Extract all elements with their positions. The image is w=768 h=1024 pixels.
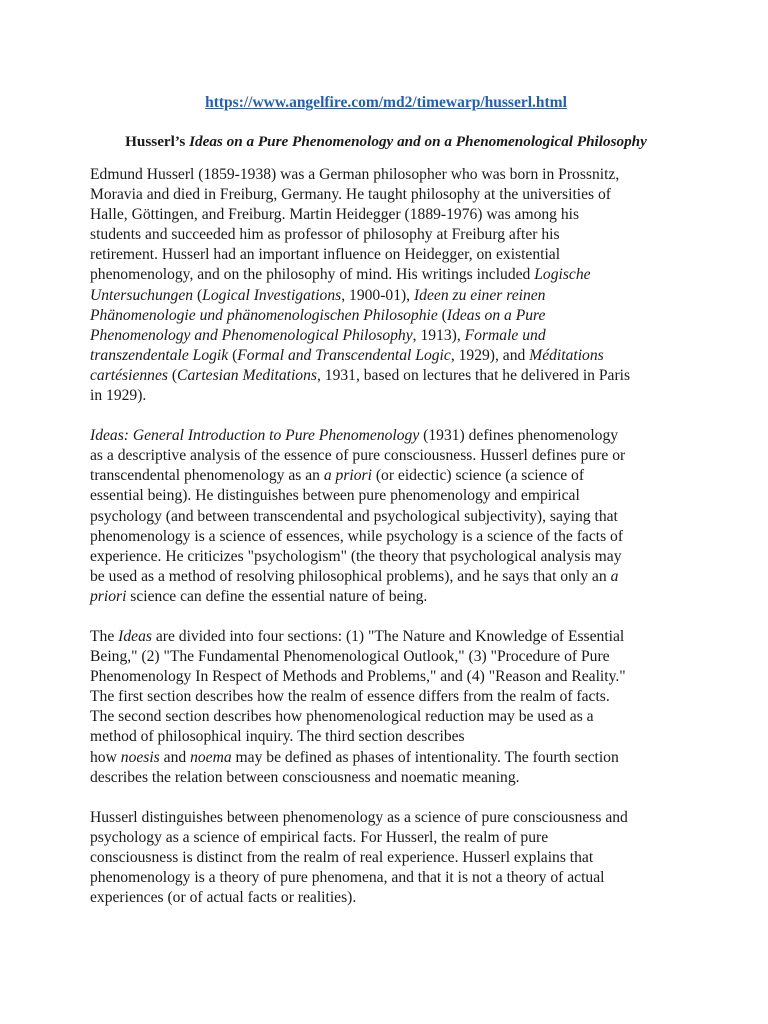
italic-run: Formale und [464,326,546,344]
text-line [90,808,682,828]
text-run: in 1929). [90,387,147,405]
source-url-link[interactable]: https://www.angelfire.com/md2/timewarp/husserl.html [205,94,567,111]
italic-run: a priori [323,467,372,485]
text-run: Moravia and died in Freiburg, Germany. He taught philosophy at the universities of [90,186,611,204]
text-line [90,768,682,788]
text-line [90,185,682,205]
italic-run: Ideas on a Pure [446,306,546,324]
text-run: The [90,627,119,645]
text-run: experiences (or of actual facts or realities). [90,889,357,907]
source-link-line [90,92,682,114]
text-line [90,245,682,265]
text-run: , 1929), and [450,346,530,364]
text-line [90,567,682,587]
text-run: method of philosophical inquiry. The third section describes [90,728,465,746]
text-line [90,426,682,446]
text-run: phenomenology, and on the philosophy of mind. His writings included [90,266,535,284]
text-run: be used as a method of resolving philosophical problems), and he says that only an [90,567,611,585]
italic-run: a [610,567,619,585]
text-run: phenomenology is a theory of pure phenomena, and that it is not a theory of actual [90,869,605,886]
text-run: are divided into four sections: (1) "The Nature and Knowledge of Essential [151,627,625,645]
text-run: psychology (and between transcendental and psychological subjectivity), saying that [90,507,618,525]
italic-run: Ideen zu einer reinen [413,286,546,304]
italic-run: priori [90,587,127,605]
italic-run: Ideas: General Introduction to Pure Phenomenology [90,427,420,445]
title-author: Husserl’s [125,133,190,150]
text-run: , 1931, based on lectures that he delivered in Paris [316,366,631,384]
text-line [90,667,682,687]
text-run: students and succeeded him as professor of philosophy at Freiburg after his [90,226,560,244]
text-line [90,507,682,527]
text-run: psychology as a science of empirical facts. For Husserl, the realm of pure [90,828,549,846]
text-run: how [90,748,121,766]
text-line [90,466,682,486]
text-run: Halle, Göttingen, and Freiburg. Martin Heidegger (1889-1976) was among his [90,206,580,224]
text-line [90,748,682,768]
text-run: science can define the essential nature of being. [126,587,428,605]
text-run: ( [167,366,178,384]
italic-run: transzendentale Logik [90,346,229,364]
text-run: , 1913), [412,326,465,344]
text-line [90,828,682,848]
text-run: The second section describes how phenomenological reduction may be used as a [90,708,594,726]
italic-run: Phenomenology and Phenomenological Philosophy [90,326,413,344]
text-run: , 1900-01), [341,286,414,304]
text-line [90,527,682,547]
text-run: Phenomenology In Respect of Methods and Problems," and (4) "Reason and Reality." [90,668,626,686]
paragraph [90,808,682,908]
text-run: ( [228,346,238,364]
text-line [90,446,682,466]
italic-run: Logical Investigations [202,286,342,304]
text-line [90,286,682,306]
text-line [90,868,682,888]
paragraph [90,627,682,788]
text-run: phenomenology is a science of essences, while psychology is a science of the facts of [90,527,624,545]
italic-run: Untersuchungen [90,286,194,304]
text-line [90,727,682,747]
text-run: as a descriptive analysis of the essence of pure consciousness. Husserl defines pure or [90,447,626,465]
text-line [90,205,682,225]
text-line [90,547,682,567]
italic-run: Phänomenologie und phänomenologischen Philosophie [90,306,438,324]
text-run: ( [193,286,203,304]
document-page [90,92,682,928]
text-line [90,888,682,908]
text-line [90,587,682,607]
text-run: Husserl distinguishes between phenomenology as a science of pure consciousness and [90,808,628,826]
text-line [90,707,682,727]
text-run: may be defined as phases of intentionality. The fourth section [231,748,619,766]
text-line [90,386,682,406]
text-line [90,687,682,707]
text-run: essential being). He distinguishes between pure phenomenology and empirical [90,487,580,505]
italic-run: noesis [120,748,160,766]
paragraph [90,165,682,406]
paragraph [90,426,682,607]
text-line [90,306,682,326]
body-text [90,165,682,908]
text-line [90,647,682,667]
text-run: transcendental phenomenology as an [90,467,324,485]
text-run: Edmund Husserl (1859-1938) was a German philosopher who was born in Prossnitz, [90,166,620,183]
text-line [90,627,682,647]
italic-run: Ideas [118,627,152,645]
italic-run: Méditations [529,346,604,364]
text-run: ( [437,306,447,324]
title-work: Ideas on a Pure Phenomenology and on a Phenomenological Philosophy [189,133,647,150]
italic-run: cartésiennes [90,366,168,384]
text-run: (1931) defines phenomenology [419,427,619,445]
text-run: and [159,748,191,766]
document-title [90,132,682,152]
text-line [90,165,682,185]
italic-run: noema [190,748,232,766]
text-line [90,346,682,366]
italic-run: Cartesian Meditations [177,366,317,384]
text-line [90,225,682,245]
text-run: (or eidectic) science (a science of [371,467,585,485]
text-run: describes the relation between consciousness and noematic meaning. [90,768,520,786]
text-run: retirement. Husserl had an important influence on Heidegger, on existential [90,246,561,264]
text-run: experience. He criticizes "psychologism" (the theory that psychological analysis may [90,547,622,565]
text-run: consciousness is distinct from the realm of real experience. Husserl explains that [90,848,594,866]
italic-run: Formal and Transcendental Logic [237,346,451,364]
text-line [90,265,682,285]
text-run: Being," (2) "The Fundamental Phenomenological Outlook," (3) "Procedure of Pure [90,648,610,666]
italic-run: Logische [534,266,591,284]
text-line [90,848,682,868]
text-line [90,486,682,506]
text-line [90,326,682,346]
text-run: The first section describes how the realm of essence differs from the realm of facts. [90,688,610,706]
text-line [90,366,682,386]
